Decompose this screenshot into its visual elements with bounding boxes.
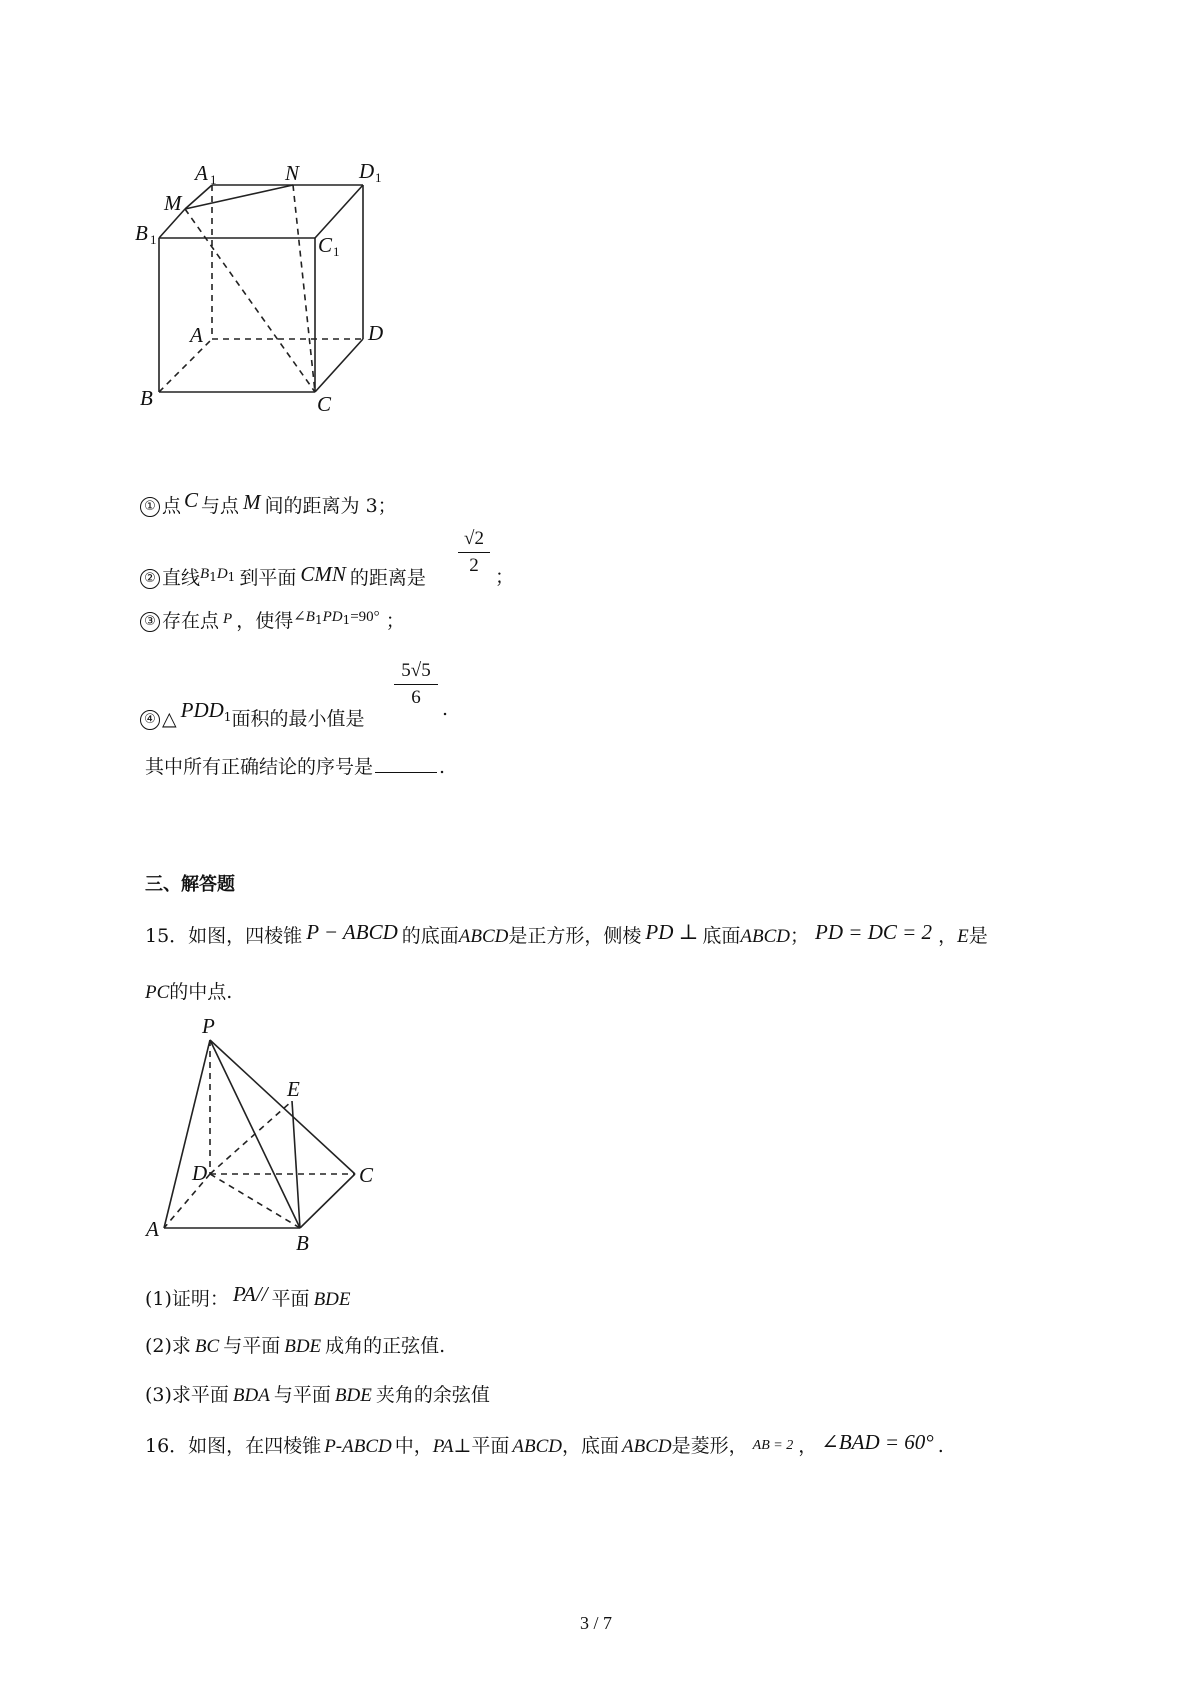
var-BDE: BDE [334, 1385, 372, 1406]
var-ABCD: ABCD [458, 926, 509, 947]
var-ABCD: ABCD [622, 1436, 672, 1457]
var-ABCD: ABCD [740, 926, 791, 947]
var-PA: PA [432, 1436, 454, 1457]
var-B: B [200, 566, 210, 582]
statement-4 [140, 698, 364, 731]
label-E: E [287, 1077, 300, 1101]
text: 点 [162, 495, 182, 517]
fraction-5sqrt5-over-6 [394, 660, 438, 709]
text: 存在点 [162, 610, 220, 632]
text: 的底面 [401, 925, 459, 947]
q15-part2 [145, 1331, 445, 1358]
statement-1 [140, 488, 397, 518]
text: (1)证明： [145, 1288, 229, 1310]
question-line [145, 752, 445, 779]
text: 16．如图，在四棱锥 [145, 1435, 322, 1457]
label-C1: C [318, 233, 333, 257]
text: 成角的正弦值. [325, 1335, 446, 1357]
var-PC: PC [145, 982, 170, 1003]
label-B1-sub: 1 [150, 232, 157, 247]
text: ⊥平面 [453, 1435, 510, 1457]
text: 是菱形， [671, 1435, 748, 1457]
expr-PD-DC: PD = DC = 2 [815, 920, 933, 944]
text: . [439, 756, 446, 778]
text: 是 [968, 925, 988, 947]
label-A1: A [195, 161, 208, 185]
label-C1-sub: 1 [333, 244, 340, 259]
section-title: 三、解答题 [145, 874, 235, 895]
label-C: C [317, 392, 332, 416]
label-P: P [202, 1014, 215, 1038]
label-B1: B [135, 221, 148, 245]
sub: 1 [223, 710, 232, 724]
var-ABCD: ABCD [512, 1436, 562, 1457]
fraction-bar [458, 552, 490, 553]
answer-blank[interactable] [375, 772, 437, 773]
label-D: D [368, 321, 384, 345]
text: 面积的最小值是 [231, 708, 365, 730]
text: ，底面 [562, 1435, 620, 1457]
label-B: B [140, 386, 153, 410]
sub: 1 [227, 570, 236, 584]
text: . [937, 1435, 944, 1457]
text: 中， [394, 1435, 433, 1457]
var-P: P [223, 611, 233, 627]
var-PDD: PDD [180, 698, 224, 722]
q15-line1 [145, 920, 988, 948]
denominator: 6 [411, 687, 421, 708]
numeral-4: ④ [140, 710, 160, 730]
text: (3)求平面 [145, 1384, 229, 1406]
sub: 1 [209, 570, 217, 584]
label-B: B [296, 1231, 309, 1255]
expr-P-ABCD: P − ABCD [306, 920, 398, 944]
expr: PD [322, 609, 343, 625]
statement-2 [140, 562, 426, 590]
label-A1-sub: 1 [210, 172, 217, 187]
text: ， [938, 925, 958, 947]
text: ，使得 [236, 610, 294, 632]
var-C: C [184, 488, 199, 512]
text: 15．如图，四棱锥 [145, 925, 303, 947]
text: 平面 [271, 1288, 310, 1310]
label-A: A [190, 323, 203, 347]
expr-PD-perp: PD ⊥ [645, 920, 699, 944]
denominator: 2 [469, 555, 479, 576]
text: △ [162, 708, 177, 730]
label-M: M [164, 191, 182, 215]
sub: 1 [342, 613, 351, 627]
page-number: 3 / 7 [580, 1613, 613, 1633]
text: 直线 [162, 567, 201, 589]
label-C: C [359, 1163, 374, 1187]
numeral-3: ③ [140, 612, 160, 632]
var-BDA: BDA [232, 1385, 270, 1406]
pyramid-figure [140, 1014, 400, 1258]
var-E: E [957, 926, 969, 947]
var-CMN: CMN [300, 562, 346, 586]
numerator: 5√5 [401, 660, 431, 681]
text: 夹角的余弦值 [375, 1384, 490, 1406]
text: 间的距离为 3； [264, 495, 397, 517]
var-BDE: BDE [284, 1336, 322, 1357]
expr-PA-parallel: PA// [232, 1282, 268, 1306]
label-N: N [285, 161, 300, 185]
var-BDE: BDE [313, 1289, 351, 1310]
expr-AB: AB = 2 [752, 1438, 794, 1453]
fraction-sqrt2-over-2 [458, 528, 490, 577]
text: 到平面 [239, 567, 297, 589]
expr: =90° [350, 609, 380, 625]
text: 与平面 [223, 1335, 281, 1357]
var-P-ABCD: P-ABCD [324, 1436, 392, 1457]
statement-3 [140, 606, 405, 633]
fraction-bar [394, 684, 438, 685]
text: 的中点. [169, 981, 233, 1003]
label-D: D [192, 1161, 208, 1185]
question-text: 其中所有正确结论的序号是 [145, 756, 374, 778]
text: 是正方形，侧棱 [508, 925, 642, 947]
text: 底面 [702, 925, 741, 947]
q15-part3 [145, 1380, 490, 1407]
q15-part1 [145, 1282, 351, 1311]
numerator: √2 [464, 528, 484, 549]
semicolon: ； [495, 566, 515, 588]
cube-figure [135, 159, 440, 460]
label-D1: D [359, 159, 375, 183]
expr-angle-BAD: ∠BAD = 60° [821, 1430, 934, 1454]
expr: ∠B [293, 609, 315, 625]
text: 与点 [201, 495, 240, 517]
var-M: M [243, 490, 261, 514]
text: 的距离是 [349, 567, 426, 589]
text: ， [798, 1435, 818, 1457]
text: 与平面 [273, 1384, 331, 1406]
q15-line2 [145, 977, 232, 1004]
sub: 1 [314, 613, 323, 627]
period: . [442, 698, 449, 720]
var-D: D [216, 566, 228, 582]
text: ； [790, 925, 810, 947]
numeral-2: ② [140, 569, 160, 589]
q16-line [145, 1430, 944, 1458]
label-D1-sub: 1 [375, 170, 382, 185]
text: ； [385, 610, 405, 632]
label-A: A [146, 1217, 159, 1241]
numeral-1: ① [140, 497, 160, 517]
var-BC: BC [194, 1336, 220, 1357]
text: (2)求 [145, 1335, 191, 1357]
